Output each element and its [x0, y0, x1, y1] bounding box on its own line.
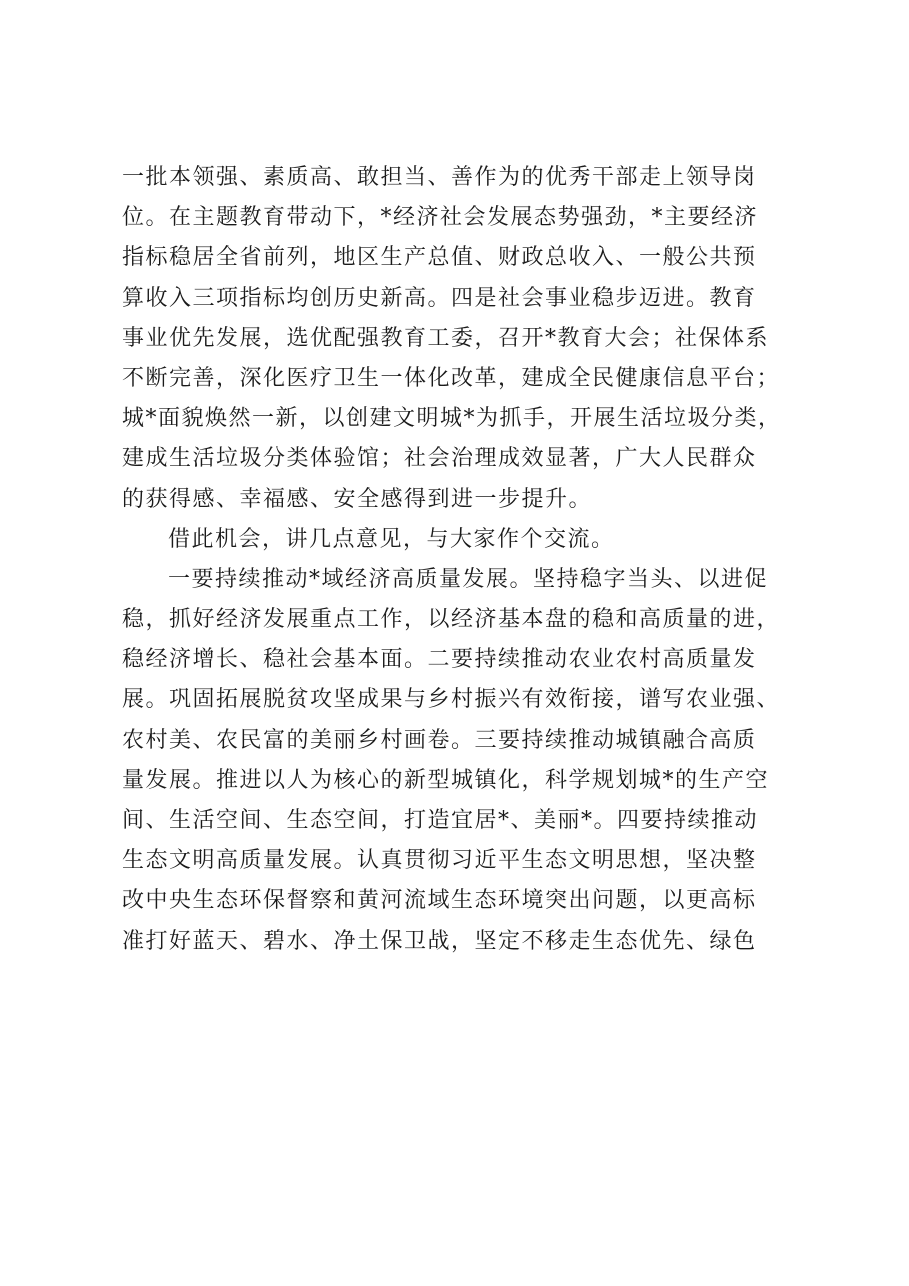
text-line: 农村美、农民富的美丽乡村画卷。三要持续推动城镇融合高质	[122, 727, 757, 753]
text-line: 不断完善，深化医疗卫生一体化改革，建成全民健康信息平台；	[122, 365, 781, 391]
text-line: 城*面貌焕然一新，以创建文明城*为抓手，开展生活垃圾分类，	[122, 406, 782, 432]
text-line: 展。巩固拓展脱贫攻坚成果与乡村振兴有效衔接，谱写农业强、	[122, 687, 781, 713]
text-line: 间、生活空间、生态空间，打造宜居*、美丽*。四要持续推动	[122, 808, 759, 833]
text-line: 指标稳居全省前列，地区生产总值、财政总收入、一般公共预	[122, 245, 757, 271]
body-text	[122, 158, 822, 962]
text-line: 稳经济增长、稳社会基本面。二要持续推动农业农村高质量发	[122, 647, 757, 673]
text-line: 建成生活垃圾分类体验馆；社会治理成效显著，广大人民群众	[122, 446, 757, 472]
text-line: 的获得感、幸福感、安全感得到进一步提升。	[122, 486, 593, 512]
text-line: 事业优先发展，选优配强教育工委，召开*教育大会；社保体系	[122, 325, 770, 351]
text-line: 位。在主题教育带动下，*经济社会发展态势强劲，*主要经济	[122, 205, 759, 231]
text-line: 准打好蓝天、碧水、净土保卫战，坚定不移走生态优先、绿色	[122, 928, 757, 954]
paragraph-first-line: 借此机会，讲几点意见，与大家作个交流。	[168, 526, 615, 552]
text-line: 一批本领强、素质高、敢担当、善作为的优秀干部走上领导岗	[122, 165, 757, 190]
paragraph-first-line: 一要持续推动*域经济高质量发展。坚持稳字当头、以进促	[168, 566, 769, 592]
text-line: 量发展。推进以人为核心的新型城镇化，科学规划城*的生产空	[122, 767, 770, 793]
text-line: 生态文明高质量发展。认真贯彻习近平生态文明思想，坚决整	[122, 848, 757, 874]
text-line: 改中央生态环保督察和黄河流域生态环境突出问题，以更高标	[122, 888, 757, 914]
text-line: 稳，抓好经济发展重点工作，以经济基本盘的稳和高质量的进，	[122, 607, 781, 633]
text-line: 算收入三项指标均创历史新高。四是社会事业稳步迈进。教育	[122, 285, 757, 311]
